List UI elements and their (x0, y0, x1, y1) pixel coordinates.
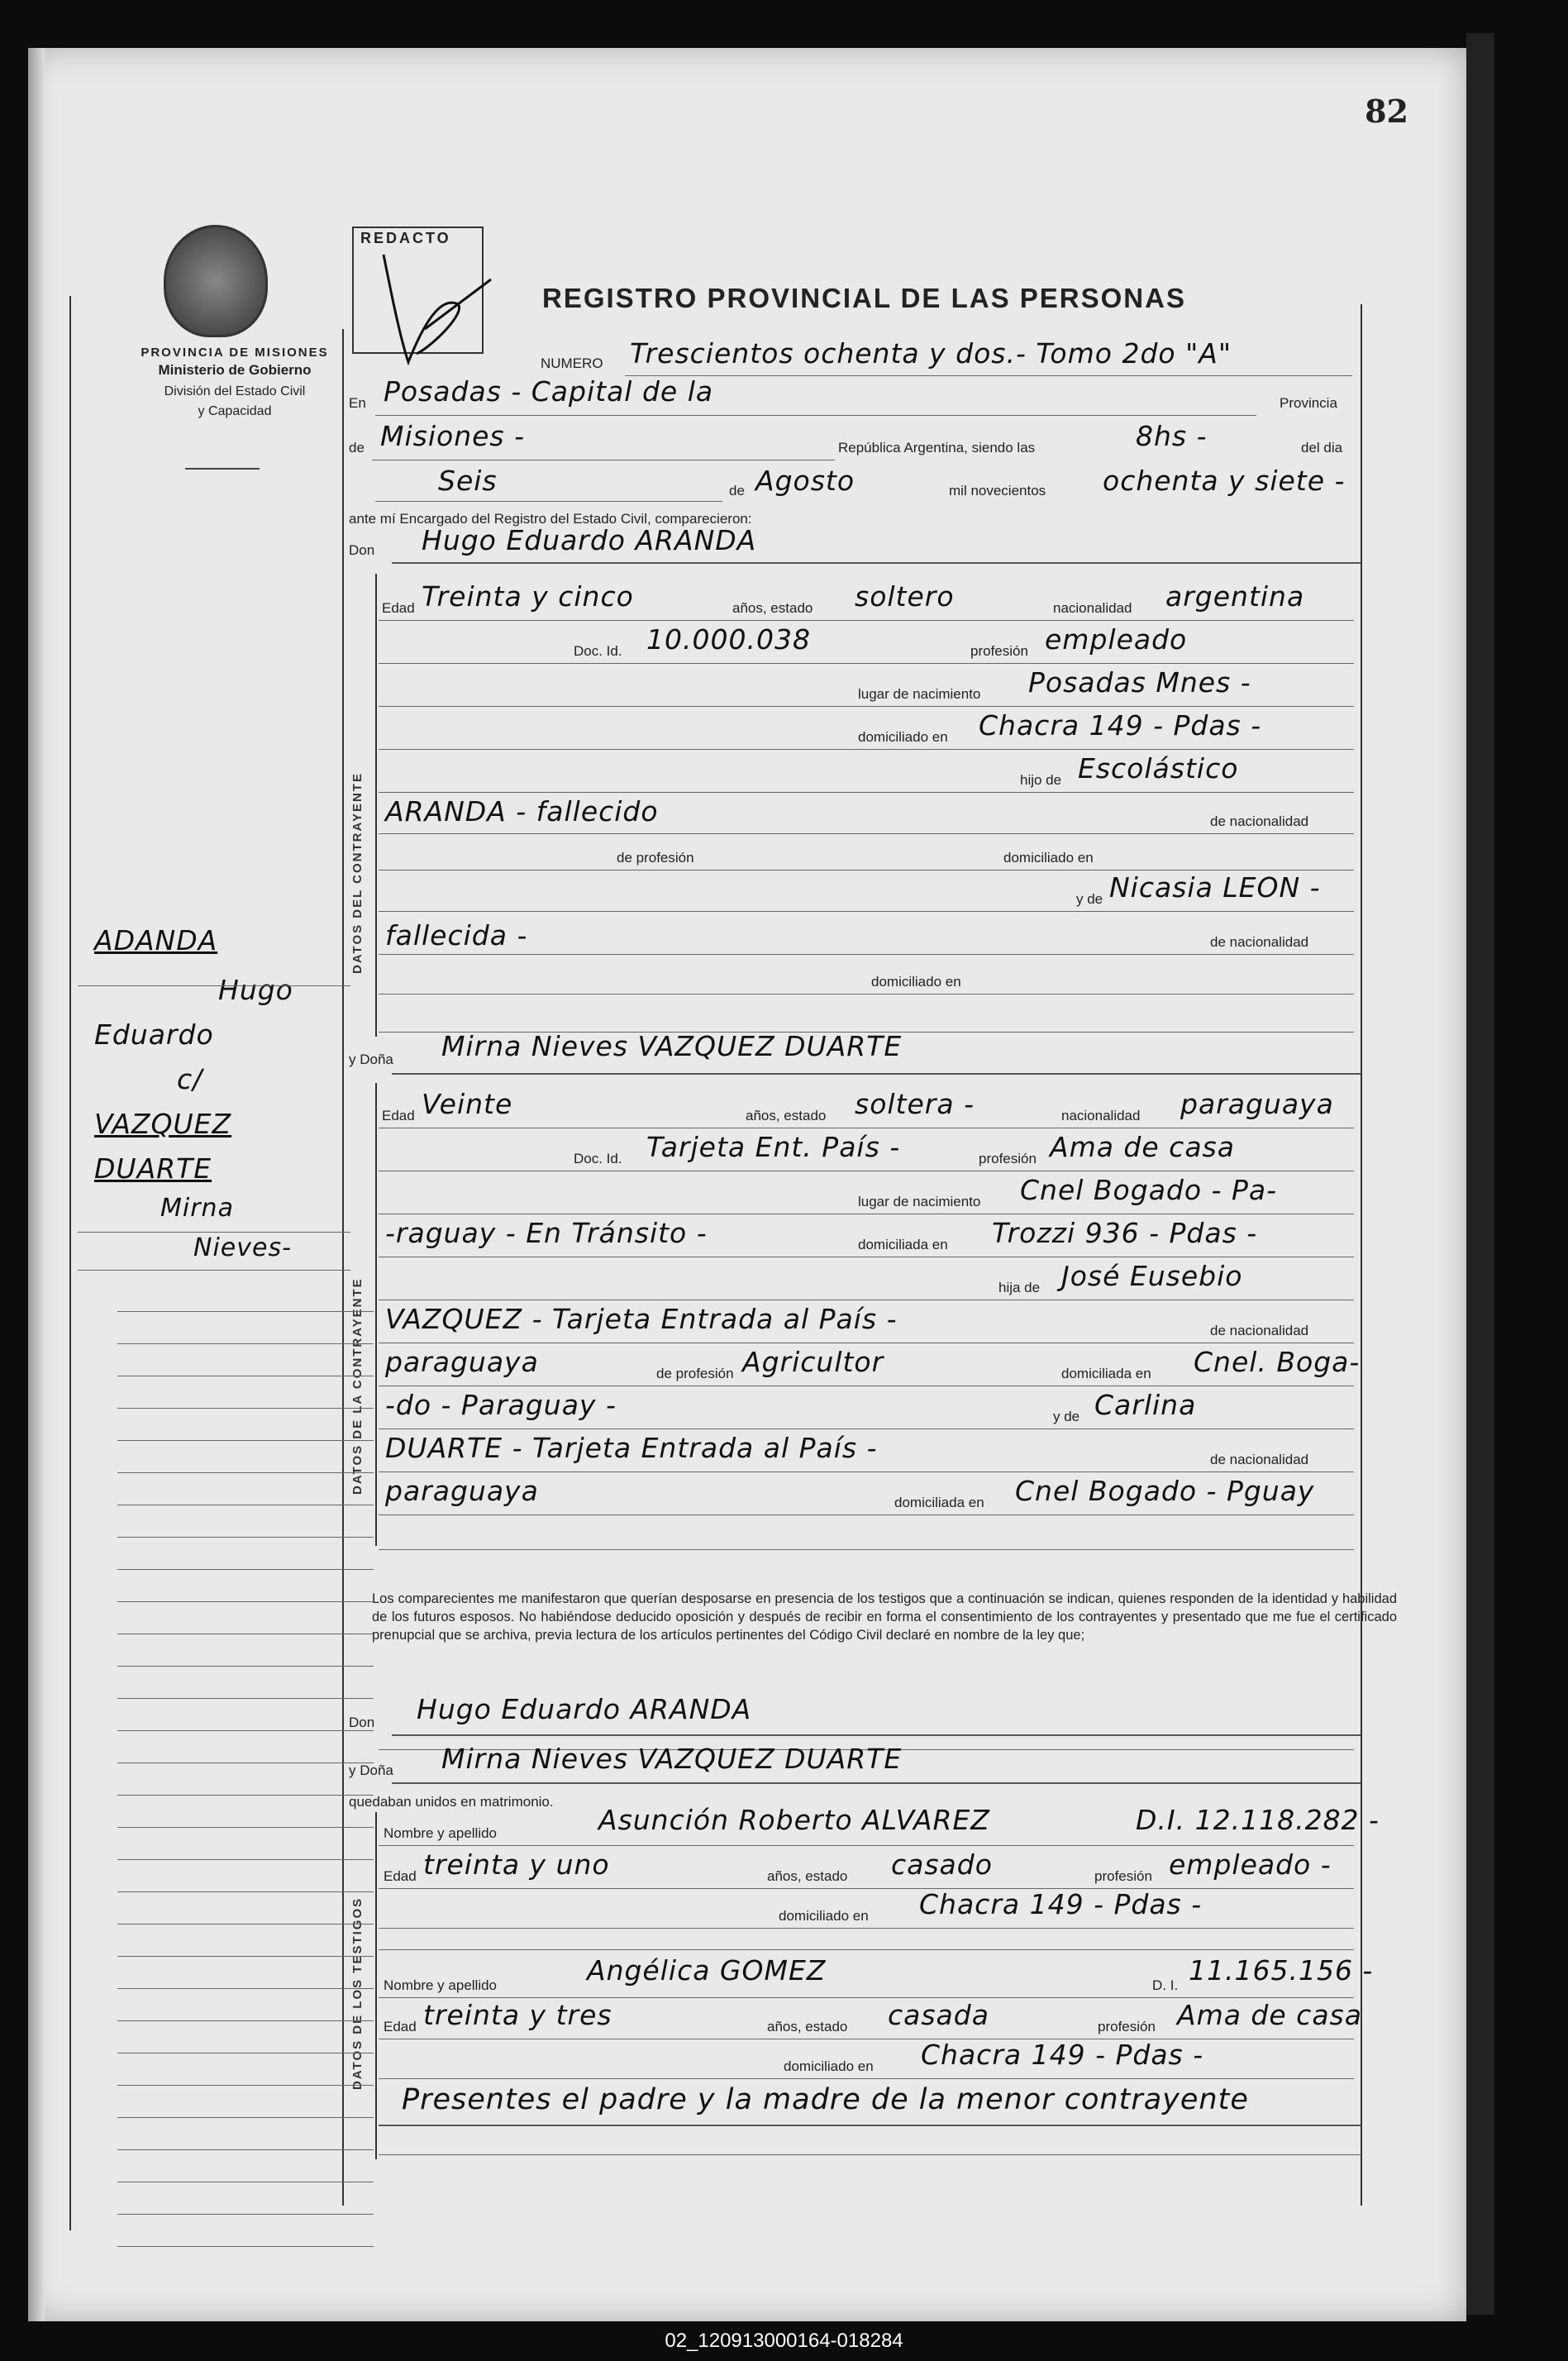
entry-madre-2-nac: paraguaya (385, 1475, 539, 1507)
label-domiciliado-en: domiciliado en (858, 729, 948, 745)
line-edad (379, 620, 1354, 621)
form-right-border (1361, 304, 1362, 2206)
redacto-label: REDACTO (360, 230, 451, 246)
margin-rule-1 (78, 985, 350, 986)
division-line-2: y Capacidad (198, 404, 272, 418)
label-doc-id: Doc. Id. (574, 643, 622, 659)
entry-hijo-de: Escolástico (1078, 752, 1239, 785)
entry-lugar: Posadas Mnes - (1028, 666, 1251, 699)
line-en (375, 415, 1256, 416)
side-label-contrayente: DATOS DEL CONTRAYENTE (350, 772, 365, 974)
line-note (379, 2125, 1361, 2126)
label-hija-de: hija de (998, 1280, 1041, 1295)
label-y-dona-final: y Doña (349, 1762, 393, 1778)
entry-padre-2-nac: paraguaya (385, 1346, 539, 1378)
line-don-final (392, 1734, 1361, 1736)
label-de-nacionalidad-3: de nacionalidad (1210, 1323, 1309, 1338)
entry-padre-2-dom-a: Cnel. Boga- (1194, 1346, 1361, 1378)
label-estado-t1: años, estado (767, 1868, 848, 1884)
line-madre-2d (379, 1514, 1354, 1515)
entry-testigo1-di: D.I. 12.118.282 - (1136, 1804, 1380, 1836)
label-di-t2: D. I. (1152, 1977, 1179, 1993)
label-de-mes: de (729, 483, 745, 498)
header-divider (185, 468, 260, 470)
entry-testigo2-nombre: Angélica GOMEZ (587, 1954, 827, 1987)
line-blank-2 (379, 1549, 1354, 1550)
margin-line-3: Eduardo (94, 1018, 214, 1051)
margin-line-5: VAZQUEZ (94, 1108, 232, 1140)
entry-testigo2-edad: treinta y tres (423, 1999, 612, 2031)
label-profesion: profesión (970, 643, 1028, 659)
label-numero: NUMERO (541, 355, 603, 371)
entry-domicilio-2: Trozzi 936 - Pdas - (992, 1217, 1258, 1249)
entry-edad: Treinta y cinco (422, 580, 634, 613)
margin-line-1: ADANDA (94, 924, 218, 956)
label-nacionalidad: nacionalidad (1053, 600, 1132, 616)
label-profesion-t1: profesión (1094, 1868, 1152, 1884)
scan-id-label: 02_120913000164-018284 (665, 2330, 903, 2352)
line-dia (375, 501, 722, 502)
label-ante: ante mí Encargado del Registro del Estado Civil, comparecieron: (349, 511, 752, 527)
margin-line-8: Nieves- (193, 1233, 292, 1262)
ministry-name: Ministerio de Gobierno (158, 362, 312, 378)
label-republica: República Argentina, siendo las (838, 440, 1036, 456)
label-de: de (349, 440, 365, 456)
label-lugar-nacimiento-2: lugar de nacimiento (858, 1194, 981, 1209)
entry-testigo2-estado: casada (888, 1999, 989, 2031)
entry-lugar-2b: -raguay - En Tránsito - (385, 1217, 708, 1249)
line-hijo (379, 792, 1354, 793)
entry-testigo2-domicilio: Chacra 149 - Pdas - (921, 2039, 1204, 2071)
page-number: 82 (1365, 93, 1408, 130)
label-quedaban: quedaban unidos en matrimonio. (349, 1794, 554, 1810)
entry-profesion: empleado (1045, 623, 1188, 656)
line-numero (625, 375, 1352, 376)
label-en: En (349, 395, 366, 411)
entry-padre-2-prof: Agricultor (742, 1346, 884, 1378)
label-lugar-nacimiento: lugar de nacimiento (858, 686, 981, 702)
entry-testigo1-edad: treinta y uno (423, 1848, 610, 1881)
entry-estado: soltero (855, 580, 955, 613)
label-anios-estado: años, estado (732, 600, 813, 616)
line-don (392, 562, 1361, 564)
margin-line-2: Hugo (218, 974, 293, 1006)
label-del-dia: del dia (1301, 440, 1343, 456)
line-blank-5 (379, 2154, 1361, 2155)
entry-madre-2: Carlina (1094, 1389, 1197, 1421)
register-page (28, 48, 1466, 2321)
contrayenta-left-border (375, 1083, 377, 1546)
entry-numero: Trescientos ochenta y dos.- Tomo 2do "A" (630, 337, 1232, 370)
label-profesion-t2: profesión (1098, 2019, 1156, 2034)
entry-madre-estado: fallecida - (385, 919, 528, 952)
province-seal-icon (164, 225, 268, 337)
entry-nacionalidad-2: paraguaya (1180, 1088, 1334, 1120)
label-domiciliado-t1: domiciliado en (779, 1908, 869, 1924)
entry-hija-de: José Eusebio (1061, 1260, 1243, 1292)
page-edge-shadow (1466, 33, 1494, 2315)
entry-testigo1-profesion: empleado - (1169, 1848, 1332, 1881)
division-name (94, 382, 375, 422)
entry-profesion-2: Ama de casa (1050, 1131, 1235, 1163)
entry-estado-2: soltera - (855, 1088, 975, 1120)
entry-dona: Mirna Nieves VAZQUEZ DUARTE (441, 1030, 903, 1062)
margin-rule-2 (78, 1232, 350, 1233)
entry-madre: Nicasia LEON - (1109, 871, 1321, 904)
entry-testigo1-estado: casado (891, 1848, 993, 1881)
label-domiciliado-en-2: domiciliado en (1003, 850, 1094, 866)
entry-dona-final: Mirna Nieves VAZQUEZ DUARTE (441, 1743, 903, 1775)
label-edad: Edad (382, 600, 415, 616)
label-domiciliada-en-2: domiciliada en (1061, 1366, 1151, 1381)
line-testigo1-edad (379, 1888, 1354, 1889)
margin-column-border (69, 296, 71, 2230)
label-edad-t2: Edad (384, 2019, 417, 2034)
entry-testigo1-domicilio: Chacra 149 - Pdas - (919, 1888, 1203, 1920)
label-de-profesion-2: de profesión (656, 1366, 734, 1381)
entry-dia: Seis (438, 465, 498, 497)
declaration-paragraph: Los comparecientes me manifestaron que querían desposarse en presencia de los testigos que a continuación se indican, quienes responden de la identidad y habilidad de los futuros esposos. No habiéndose deducido oposición y después de recibir en forma el consentimiento de los contrayentes y presentado que me fue el certificado prenupcial que se archiva, previa lectura de los artículos pertinentes del Código Civil declaré en nombre de la ley que; (372, 1591, 1397, 1643)
label-de-nacionalidad-4: de nacionalidad (1210, 1452, 1309, 1467)
label-anios-estado-2: años, estado (746, 1108, 827, 1123)
entry-don-final: Hugo Eduardo ARANDA (417, 1693, 752, 1725)
label-y-dona: y Doña (349, 1052, 393, 1067)
entry-madre-2-apellido: DUARTE - Tarjeta Entrada al País - (385, 1432, 878, 1464)
label-y-de-1: y de (1076, 891, 1103, 907)
entry-padre-apellido: ARANDA - fallecido (385, 795, 659, 828)
label-edad-2: Edad (382, 1108, 415, 1123)
entry-don: Hugo Eduardo ARANDA (422, 524, 757, 556)
margin-line-4: c/ (177, 1063, 203, 1095)
line-testigo1-dom (379, 1928, 1354, 1929)
label-de-nacionalidad-1: de nacionalidad (1210, 813, 1309, 829)
entry-domicilio: Chacra 149 - Pdas - (979, 709, 1262, 742)
label-estado-t2: años, estado (767, 2019, 848, 2034)
label-nacionalidad-2: nacionalidad (1061, 1108, 1141, 1123)
entry-madre-2-dom: Cnel Bogado - Pguay (1015, 1475, 1315, 1507)
entry-hora: 8hs - (1136, 420, 1208, 452)
line-domicilio (379, 749, 1354, 750)
contrayente-left-border (375, 574, 377, 1037)
line-blank-4 (379, 1949, 1354, 1950)
book-spine (28, 48, 45, 2321)
entry-testigo1-nombre: Asunción Roberto ALVAREZ (598, 1804, 990, 1836)
label-nombre-apellido-2: Nombre y apellido (384, 1977, 498, 1993)
entry-anio: ochenta y siete - (1103, 465, 1346, 497)
line-madre-2c (379, 1471, 1354, 1472)
label-nombre-apellido-1: Nombre y apellido (384, 1825, 498, 1841)
entry-de-provincia: Misiones - (380, 420, 525, 452)
entry-nacionalidad: argentina (1165, 580, 1305, 613)
label-don: Don (349, 542, 375, 558)
label-domiciliada-en: domiciliada en (858, 1237, 948, 1252)
line-doc (379, 663, 1354, 664)
label-domiciliada-en-3: domiciliada en (894, 1495, 984, 1510)
entry-doc-2: Tarjeta Ent. País - (646, 1131, 901, 1163)
label-hijo-de: hijo de (1020, 772, 1062, 788)
testigos-left-border (375, 1812, 377, 2159)
line-dona-final (392, 1782, 1361, 1784)
label-profesion-2: profesión (979, 1151, 1037, 1166)
line-madre (379, 911, 1354, 912)
margin-rule-3 (78, 1270, 350, 1271)
line-testigo1 (379, 1845, 1354, 1846)
division-line-1: División del Estado Civil (164, 384, 306, 398)
register-title: REGISTRO PROVINCIAL DE LAS PERSONAS (542, 283, 1186, 313)
line-testigo2-dom (379, 2078, 1354, 2079)
entry-lugar-2a: Cnel Bogado - Pa- (1020, 1174, 1277, 1206)
label-doc-id-2: Doc. Id. (574, 1151, 622, 1166)
label-de-profesion-1: de profesión (617, 850, 694, 866)
margin-line-6: DUARTE (94, 1152, 212, 1185)
label-de-nacionalidad-2: de nacionalidad (1210, 934, 1309, 950)
label-mil-novecientos: mil novecientos (949, 483, 1046, 498)
line-madre-2 (379, 954, 1354, 955)
label-domiciliado-en-3: domiciliado en (871, 974, 961, 990)
province-name: PROVINCIA DE MISIONES (141, 346, 329, 360)
entry-padre-2-dom-b: -do - Paraguay - (385, 1389, 617, 1421)
label-provincia: Provincia (1280, 395, 1337, 411)
line-lugar (379, 706, 1354, 707)
officer-signature (375, 246, 499, 379)
side-label-contrayenta: DATOS DE LA CONTRAYENTE (350, 1277, 365, 1495)
entry-edad-2: Veinte (422, 1088, 513, 1120)
entry-testigo2-di: 11.165.156 - (1189, 1954, 1374, 1987)
entry-en: Posadas - Capital de la (384, 375, 714, 408)
line-testigo2 (379, 1997, 1354, 1998)
entry-testigo2-profesion: Ama de casa (1177, 1999, 1362, 2031)
side-label-testigos: DATOS DE LOS TESTIGOS (350, 1896, 365, 2090)
entry-padre-2: VAZQUEZ - Tarjeta Entrada al País - (385, 1303, 898, 1335)
margin-line-7: Mirna (160, 1194, 234, 1223)
label-y-de-2: y de (1053, 1409, 1080, 1424)
entry-mes: Agosto (755, 465, 855, 497)
entry-note: Presentes el padre y la madre de la menor contrayente (402, 2083, 1249, 2116)
line-dona (392, 1073, 1361, 1075)
label-domiciliado-t2: domiciliado en (784, 2058, 874, 2074)
line-padre (379, 833, 1354, 834)
label-don-final: Don (349, 1715, 375, 1730)
entry-doc: 10.000.038 (646, 623, 811, 656)
margin-blank-lines (117, 1280, 374, 2247)
label-edad-t1: Edad (384, 1868, 417, 1884)
